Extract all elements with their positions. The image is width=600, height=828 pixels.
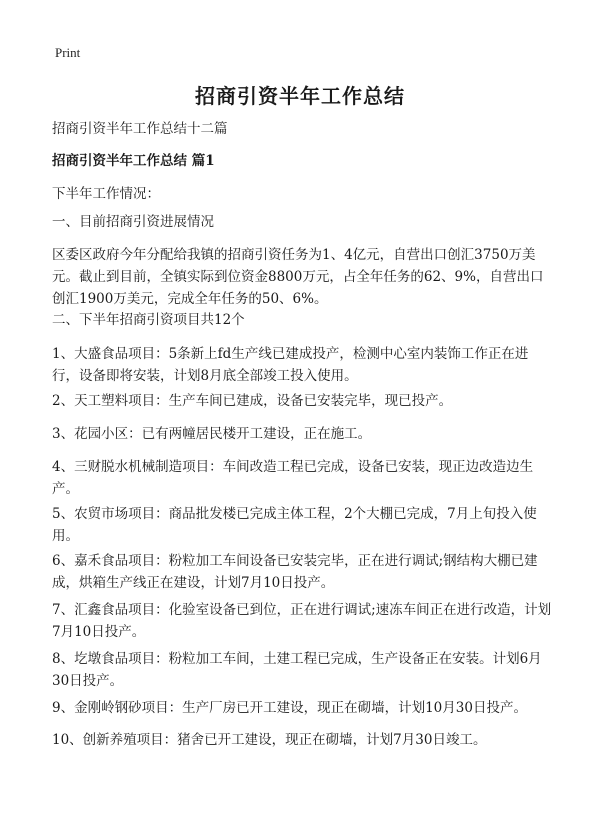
section2-heading: 二、下半年招商引资项目共12个 — [52, 312, 245, 328]
section-heading: 招商引资半年工作总结 篇1 — [52, 153, 215, 169]
list-item: 6、嘉禾食品项目：粉粒加工车间设备已安装完毕，正在进行调试;钢结构大棚已建成，烘箱生产线正在建设，计划7月10日投产。 — [52, 553, 538, 591]
list-item: 10、创新养殖项目：猪舍已开工建设，现正在砌墙，计划7月30日竣工。 — [52, 732, 487, 748]
list-item: 7、汇鑫食品项目：化验室设备已到位，正在进行调试;速冻车间正在进行改造，计划7月10日投产。 — [52, 602, 552, 640]
list-item: 8、圪墩食品项目：粉粒加工车间，土建工程已完成，生产设备正在安装。计划6月30日投产。 — [52, 651, 542, 689]
document-subtitle: 招商引资半年工作总结十二篇 — [52, 121, 228, 137]
list-item: 3、花园小区：已有两幢居民楼开工建设，正在施工。 — [52, 426, 372, 442]
list-item: 4、三财脱水机械制造项目：车间改造工程已完成，设备已安装，现正边改造边生产。 — [52, 459, 534, 497]
list-item: 5、农贸市场项目：商品批发楼已完成主体工程，2个大棚已完成，7月上旬投入使用。 — [52, 506, 537, 544]
document-title: 招商引资半年工作总结 — [195, 84, 405, 108]
print-label[interactable]: Print — [55, 45, 81, 60]
list-item: 9、金刚岭钢砂项目：生产厂房已开工建设，现正在砌墙，计划10月30日投产。 — [52, 700, 527, 716]
section1-heading: 一、目前招商引资进展情况 — [52, 214, 214, 230]
list-item: 2、天工塑料项目：生产车间已建成，设备已安装完毕，现已投产。 — [52, 393, 453, 409]
intro-text: 下半年工作情况： — [52, 186, 160, 202]
section1-paragraph: 区委区政府今年分配给我镇的招商引资任务为1、4亿元，自营出口创汇3750万美元。截止到目前，全镇实际到位资金8800万元，占全年任务的62、9%，自营出口创汇1900万美元，完成全年任务的50、6%。 — [52, 247, 544, 307]
list-item: 1、大盛食品项目：5条新上fd生产线已建成投产，检测中心室内装饰工作正在进行，设备即将安装，计划8月底全部竣工投入使用。 — [52, 346, 529, 384]
